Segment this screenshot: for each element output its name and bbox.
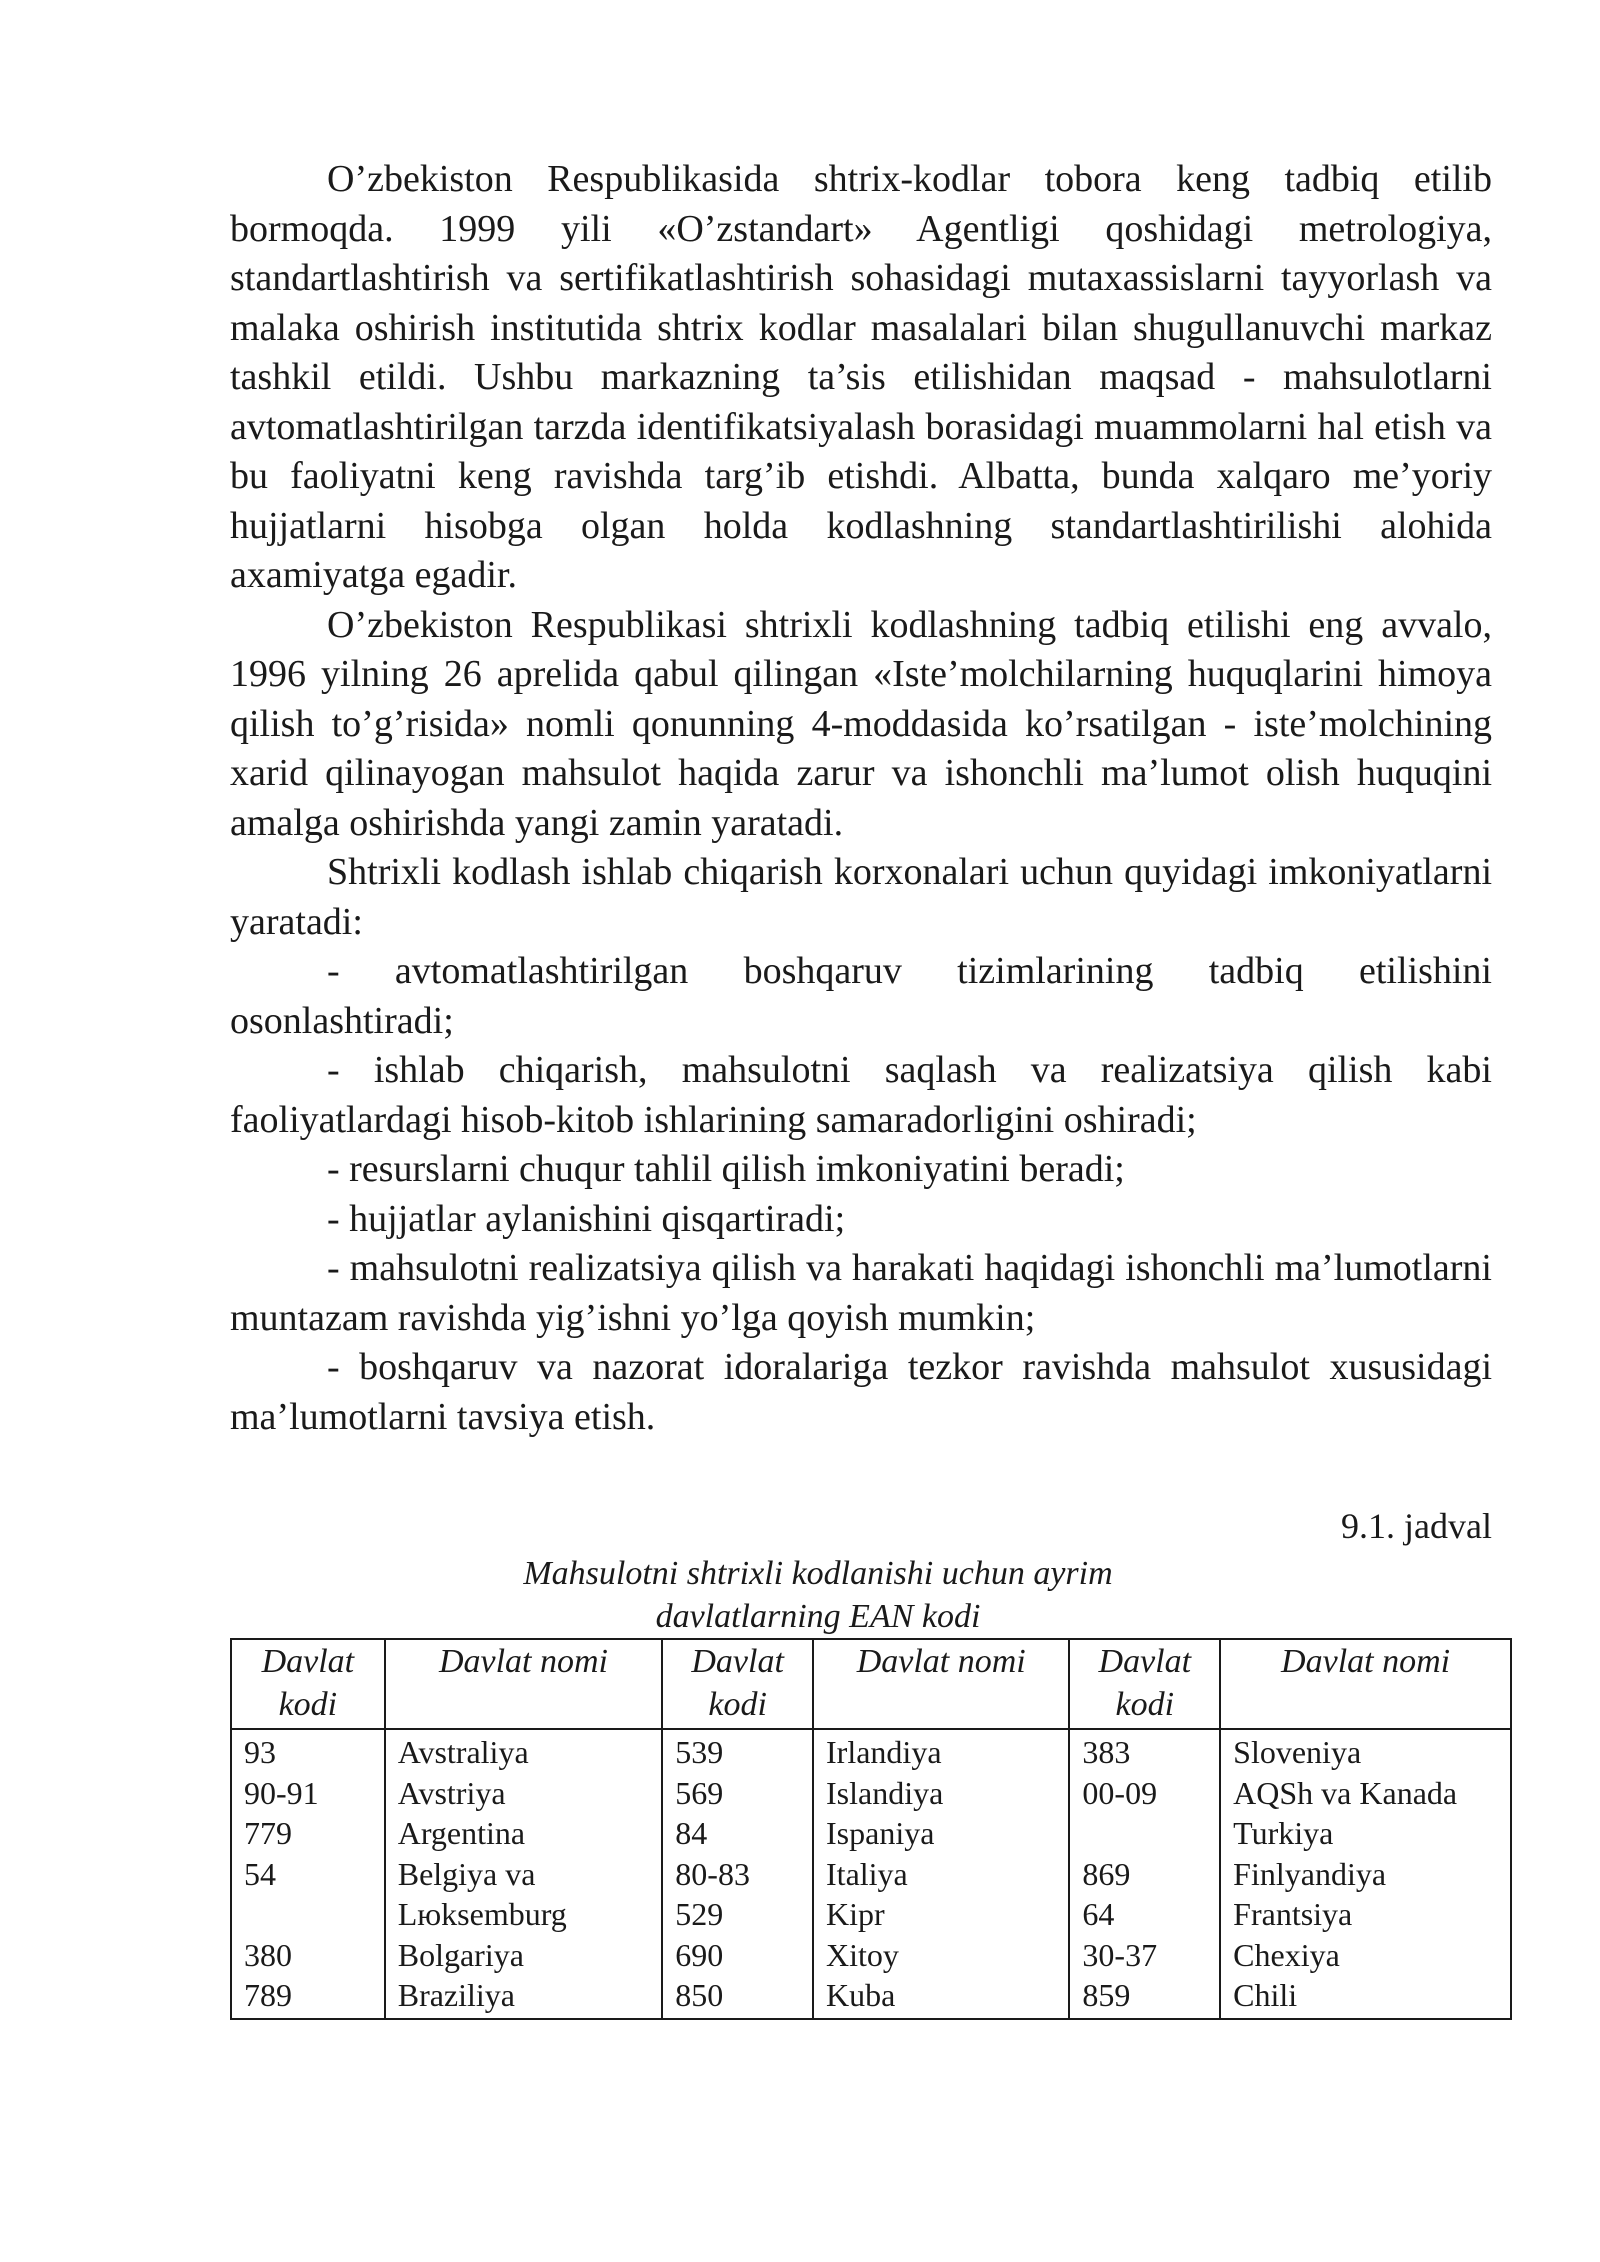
table-number: 9.1. jadval — [1341, 1506, 1492, 1546]
list-item-4: - hujjatlar aylanishini qisqartiradi; — [327, 1197, 846, 1240]
table-caption — [144, 1552, 1492, 1638]
country-codes-column-1: 93 90-91 779 54 380 789 — [231, 1729, 385, 2019]
paragraph-law: O’zbekiston Respublikasi shtrixli kodlashning tadbiq etilishi eng avvalo, 1996 yilning 26 aprelida qabul qilingan «Iste’molchilarning huquqlarini himoya qilish to’g’risida» nomli qonunning 4-moddasida ko’rsatilgan - iste’molchining xarid qilinayogan mahsulot haqida zarur va ishonchli ma’lumot olish huquqini amalga oshirishda yangi zamin yaratadi. — [230, 603, 1492, 844]
table-caption-line-2: davlatlarning EAN kodi — [655, 1598, 981, 1635]
table-header-row — [231, 1639, 1511, 1729]
header-country-name: Davlat nomi — [1220, 1639, 1511, 1729]
country-names-column-1: Avstraliya Avstriya Argentina Belgiya va Lюksemburg Bolgariya Braziliya — [385, 1729, 663, 2019]
list-item-3: - resurslarni chuqur tahlil qilish imkoniyatini beradi; — [327, 1148, 1125, 1190]
paragraph-intro: O’zbekiston Respublikasida shtrix-kodlar tobora keng tadbiq etilib bormoqda. 1999 yili «O’zstandart» Agentligi qoshidagi metrologiya, standartlashtirish va sertifikatlashtirish sohasidagi mutaxassislarni tayyorlash va malaka oshirish institutida shtrix kodlar masalalari bilan shugullanuvchi markaz tashkil etildi. Ushbu markazning ta’sis etilishidan maqsad - mahsulotlarni avtomatlashtirilgan tarzda identifikatsiyalash borasidagi muammolarni hal etish va bu faoliyatni keng ravishda targ’ib etishdi. Albatta, bunda xalqaro me’yoriy hujjatlarni hisobga olgan holda kodlashning standartlashtirilishi alohida axamiyatga egadir. — [230, 158, 1492, 596]
list-item-1: - avtomatlashtirilgan boshqaruv tizimlarining tadbiq etilishini osonlashtiradi; — [230, 950, 1492, 1042]
country-codes-column-3: 383 00-09 869 64 30-37 859 — [1069, 1729, 1220, 2019]
country-names-column-2: Irlandiya Islandiya Ispaniya Italiya Kipr Xitoy Kuba — [813, 1729, 1069, 2019]
country-codes-column-2: 539 569 84 80-83 529 690 850 — [662, 1729, 813, 2019]
list-item-2: - ishlab chiqarish, mahsulotni saqlash va realizatsiya qilish kabi faoliyatlardagi hisob-kitob ishlarining samaradorligini oshiradi; — [230, 1049, 1492, 1141]
country-names-column-3: Sloveniya AQSh va Kanada Turkiya Finlyandiya Frantsiya Chexiya Chili — [1220, 1729, 1511, 2019]
table-caption-line-1: Mahsulotni shtrixli kodlanishi uchun ayrim — [523, 1555, 1113, 1592]
header-country-name: Davlat nomi — [813, 1639, 1069, 1729]
document-page — [230, 155, 1492, 2020]
ean-code-table — [230, 1638, 1512, 2020]
header-country-name: Davlat nomi — [385, 1639, 663, 1729]
list-item-6: - boshqaruv va nazorat idoralariga tezkor ravishda mahsulot xususidagi ma’lumotlarni tavsiya etish. — [230, 1346, 1492, 1438]
header-country-code: Davlat kodi — [231, 1639, 385, 1729]
paragraph-opportunities: Shtrixli kodlash ishlab chiqarish korxonalari uchun quyidagi imkoniyatlarni yaratadi: — [230, 851, 1492, 943]
list-item-5: - mahsulotni realizatsiya qilish va harakati haqidagi ishonchli ma’lumotlarni muntazam ravishda yig’ishni yo’lga qoyish mumkin; — [230, 1247, 1492, 1339]
table-row — [231, 1729, 1511, 2019]
header-country-code: Davlat kodi — [662, 1639, 813, 1729]
header-country-code: Davlat kodi — [1069, 1639, 1220, 1729]
